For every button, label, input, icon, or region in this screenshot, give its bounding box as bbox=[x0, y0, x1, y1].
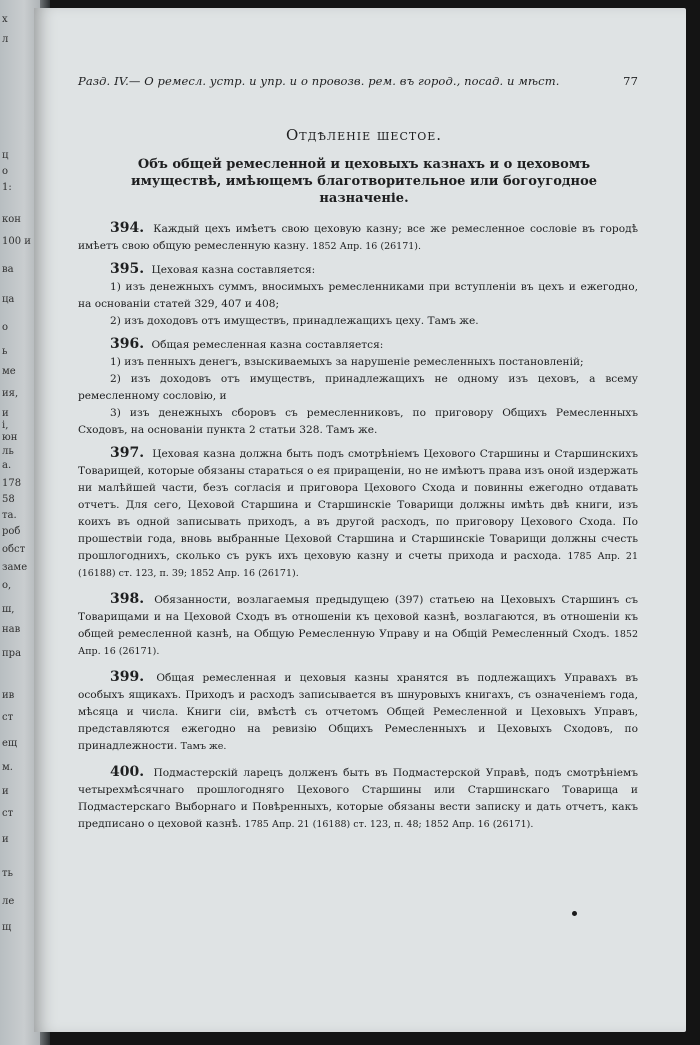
left-page-text: и bbox=[2, 408, 9, 419]
left-page-text: ь bbox=[2, 346, 8, 357]
left-page-text: ст bbox=[2, 712, 14, 723]
article-item: 1) изъ пенныхъ денегъ, взыскиваемыхъ за нарушеніе ремесленныхъ постановленій; bbox=[110, 356, 584, 368]
book-page bbox=[34, 8, 686, 1032]
article-reference: 1785 Апр. 21 (16188) ст. 123, п. 39; 1852 Апр. 16 (26171). bbox=[78, 551, 638, 579]
left-page-text: л bbox=[2, 34, 9, 45]
article-item bbox=[78, 313, 638, 330]
left-page-text: пра bbox=[2, 648, 22, 659]
left-page-text: ш, bbox=[2, 604, 15, 615]
article-400 bbox=[78, 764, 638, 833]
left-page-text: 1: bbox=[2, 182, 12, 193]
article-text: Цеховая казна составляется: bbox=[151, 264, 316, 276]
left-page-text: и bbox=[2, 786, 9, 797]
section-title: Отдѣленіе шестое. bbox=[285, 126, 443, 144]
article-number: 396. bbox=[110, 336, 145, 352]
page-number: 77 bbox=[623, 74, 638, 88]
left-page-text: ст bbox=[2, 808, 14, 819]
left-page-text: та. bbox=[2, 510, 17, 521]
left-page-text: о bbox=[2, 322, 9, 333]
article-item: 2) изъ доходовъ отъ имуществъ, принадлежащихъ не одному изъ цеховъ, а всему ремесленному сословію, и bbox=[78, 373, 638, 402]
left-page-text: нав bbox=[2, 624, 21, 635]
article-394 bbox=[78, 220, 638, 255]
left-page-text: и bbox=[2, 834, 9, 845]
article-number: 397. bbox=[110, 445, 145, 461]
article-text: Подмастерскій ларецъ долженъ быть въ Подмастерской Управѣ, подъ смотрѣніемъ четырехмѣсячнаго прошлогодняго Цехового Старшины или Старшинскаго Товарища и Подмастерскаго Выборнаго и Повѣренныхъ, которые обязаны вести записку и дать отчетъ, какъ предписано о цеховой казнѣ. bbox=[78, 767, 638, 830]
left-page-text: юн bbox=[2, 432, 18, 443]
article-text: Общая ремесленная и цеховыя казны хранятся въ подлежащихъ Управахъ въ особыхъ ящикахъ. Приходъ и расходъ записывается въ шнуровыхъ книгахъ, съ означеніемъ года, мѣсяца и числа. Книги сіи, вмѣстѣ съ отчетомъ Общей Ремесленной и Цеховыхъ Управъ, представляются ежегодно на ревизію Общихъ Ремесленныхъ и Цеховыхъ Сходовъ, по принадлежности. bbox=[78, 672, 638, 752]
left-page-text: ца bbox=[2, 294, 15, 305]
left-page-text: а. bbox=[2, 460, 12, 471]
article-397 bbox=[78, 445, 638, 582]
left-page-text: заме bbox=[2, 562, 28, 573]
left-page-text: ив bbox=[2, 690, 15, 701]
article-395 bbox=[78, 261, 638, 330]
left-page-text: ме bbox=[2, 366, 16, 377]
left-page-text: ия, bbox=[2, 388, 19, 399]
article-text: Цеховая казна должна быть подъ смотрѣніемъ Цехового Старшины и Старшинскихъ Товарищей, которые обязаны стараться о ея приращеніи, но не имѣютъ права изъ оной издержать ни малѣйшей части, безъ согласія и приговора Цехового Схода и повинны ежегодно отдавать отчетъ. Для сего, Цеховой Старшина и Старшинскіе Товарищи должны имѣть двѣ книги, изъ коихъ въ одной записывать приходъ, а въ другой расходъ, по приговору Цехового Схода. По прошествіи года, вновь выбранные Цеховой Старшина и Старшинскіе Товарищи должны счесть прошлогоднихъ, сколько съ рукъ ихъ цеховую казну и счеты прихода и расхода. bbox=[78, 448, 638, 562]
article-text: Общая ремесленная казна составляется: bbox=[151, 339, 384, 351]
article-reference: 1852 Апр. 16 (26171). bbox=[78, 629, 638, 657]
article-item bbox=[78, 405, 638, 439]
article-text: Каждый цехъ имѣетъ свою цеховую казну; все же ремесленное сословіе въ городѣ имѣетъ свою общую ремесленную казну. bbox=[78, 223, 638, 252]
running-header-text: Разд. IV.— О ремесл. устр. и упр. и о провозв. рем. въ город., посад. и мѣст. bbox=[78, 74, 560, 88]
article-number: 398. bbox=[110, 591, 145, 607]
article-item: 1) изъ денежныхъ суммъ, вносимыхъ ремесленниками при вступленіи въ цехъ и ежегодно, на основаніи статей 329, 407 и 408; bbox=[78, 281, 638, 310]
article-398 bbox=[78, 591, 638, 660]
left-page-text: х bbox=[2, 14, 8, 25]
article-reference: 1852 Апр. 16 (26171). bbox=[312, 241, 422, 252]
left-page-text: кон bbox=[2, 214, 21, 225]
left-page-text: роб bbox=[2, 526, 21, 537]
left-page-text: щ bbox=[2, 922, 12, 933]
left-page-text: ва bbox=[2, 264, 14, 275]
article-number: 400. bbox=[110, 764, 145, 780]
left-page-text: м. bbox=[2, 762, 13, 773]
left-page-text: 178 bbox=[2, 478, 22, 489]
section-subtitle: Объ общей ремесленной и цеховыхъ казнахъ и о цеховомъ имуществѣ, имѣющемъ благотворительное или богоугодное назначеніе. bbox=[130, 157, 598, 206]
left-page-text: ль bbox=[2, 446, 14, 457]
left-page-text: 58 bbox=[2, 494, 15, 505]
article-reference: 1785 Апр. 21 (16188) ст. 123, п. 48; 1852 Апр. 16 (26171). bbox=[244, 819, 534, 830]
left-page-text: i, bbox=[2, 420, 9, 431]
article-text: Обязанности, возлагаемыя предыдущею (397) статьею на Цеховыхъ Старшинъ съ Товарищами и на Цеховой Сходъ въ отношеніи къ цеховой казнѣ, возлагаются, въ отношеніи къ общей ремесленной казнѣ, на Общую Ремесленную Управу и на Общій Ремесленный Сходъ. bbox=[78, 594, 638, 640]
article-reference: Тамъ же. bbox=[427, 315, 479, 327]
article-body bbox=[78, 220, 638, 833]
left-page-text: о, bbox=[2, 580, 12, 591]
article-number: 394. bbox=[110, 220, 145, 236]
article-item-text: 3) изъ денежныхъ сборовъ съ ремесленниковъ, по приговору Общихъ Ремесленныхъ Сходовъ, на основаніи пункта 2 статьи 328. bbox=[78, 407, 638, 436]
ink-dot bbox=[572, 911, 577, 916]
left-page-text: ещ bbox=[2, 738, 18, 749]
article-item-text: 2) изъ доходовъ отъ имуществъ, принадлежащихъ цеху. bbox=[110, 315, 425, 327]
article-number: 395. bbox=[110, 261, 145, 277]
left-page-text: обст bbox=[2, 544, 26, 555]
article-reference: Тамъ же. bbox=[326, 424, 378, 436]
article-396 bbox=[78, 336, 638, 439]
left-page-text: о bbox=[2, 166, 9, 177]
article-reference: Тамъ же. bbox=[180, 741, 227, 752]
running-header bbox=[78, 74, 638, 88]
left-page-text: ть bbox=[2, 868, 13, 879]
left-page-text: ц bbox=[2, 150, 9, 161]
left-page-text: ле bbox=[2, 896, 15, 907]
left-page-text: 100 и bbox=[2, 236, 31, 247]
article-number: 399. bbox=[110, 669, 145, 685]
article-399 bbox=[78, 669, 638, 755]
